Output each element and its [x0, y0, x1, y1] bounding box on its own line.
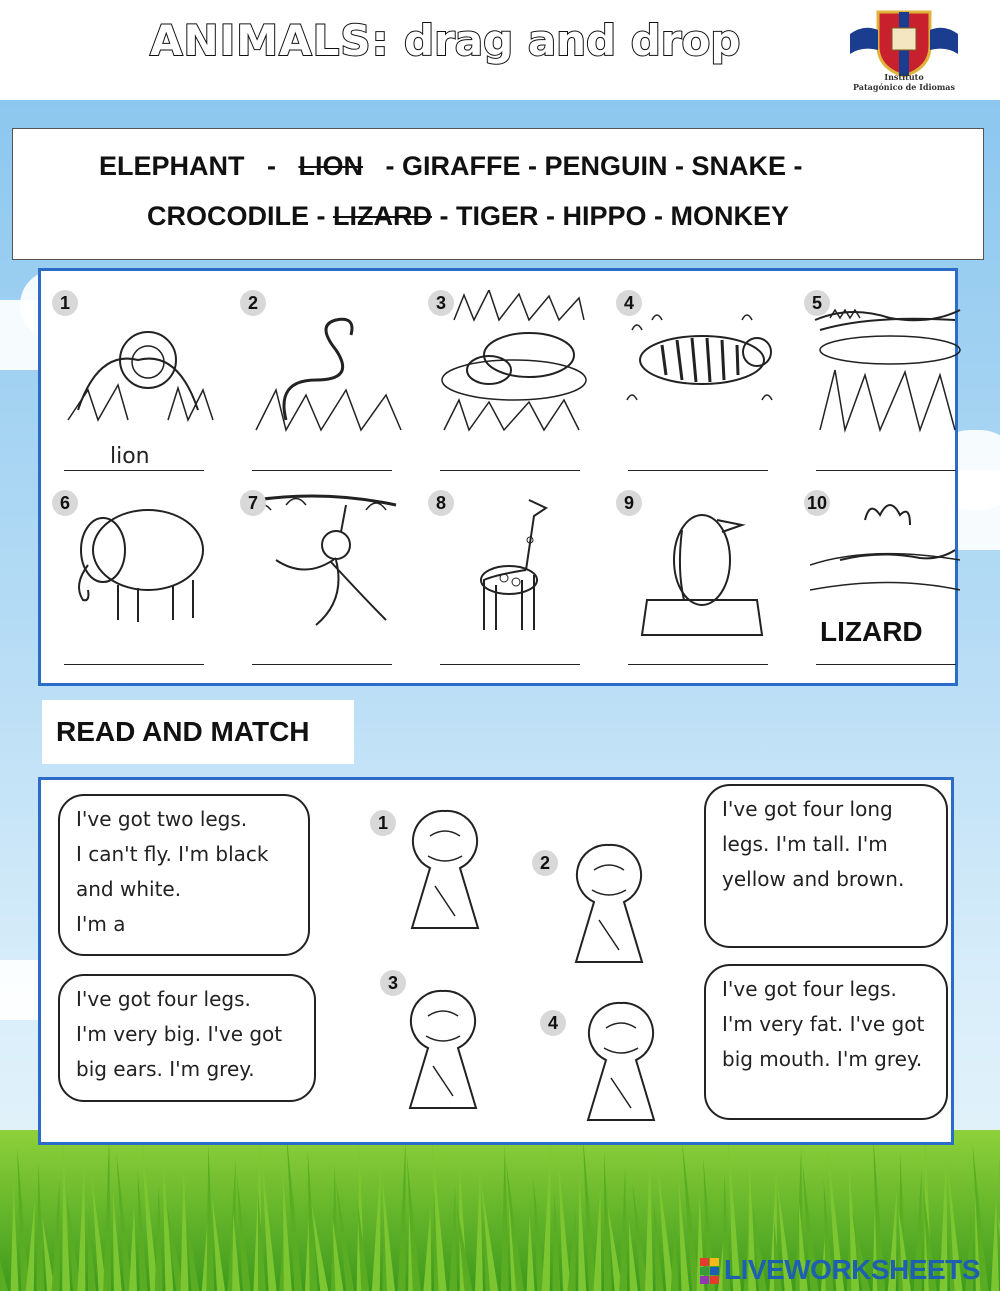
clue-bubble-penguin [58, 794, 310, 956]
picture-number: 6 [52, 490, 78, 516]
crocodile-icon [810, 290, 970, 440]
answer-drop-line-10[interactable] [816, 664, 956, 665]
picture-cell-3 [424, 284, 584, 464]
clue-bubble-hippo [704, 964, 948, 1120]
placed-answer-1[interactable]: lion [110, 444, 150, 469]
word-bank-text: - TIGER - HIPPO - MONKEY [431, 201, 789, 231]
word-bank-text: ELEPHANT - [99, 151, 299, 181]
hippo-icon [434, 290, 594, 440]
title-caps: ANIMALS: [150, 16, 390, 65]
liveworksheets-logo-icon [700, 1258, 720, 1284]
picture-number: 8 [428, 490, 454, 516]
monkey-icon [246, 490, 406, 640]
read-and-match-heading: READ AND MATCH [42, 700, 354, 764]
picture-cell-8 [424, 484, 584, 664]
elephant-icon [58, 490, 218, 640]
title-rest: drag and drop [389, 16, 741, 65]
clue-line: yellow and brown. [722, 867, 905, 891]
picture-number: 7 [240, 490, 266, 516]
clue-line: I've got two legs. [76, 807, 248, 831]
picture-number: 5 [804, 290, 830, 316]
snake-icon [246, 290, 406, 440]
picture-cell-7 [236, 484, 396, 664]
keyhole-number: 4 [540, 1010, 566, 1036]
answer-drop-line-3[interactable] [440, 470, 580, 471]
clue-line: big mouth. I'm grey. [722, 1047, 923, 1071]
keyhole-number: 2 [532, 850, 558, 876]
logo-line-2: Patagónico de Idiomas [853, 82, 955, 92]
word-bank-line-2 [147, 201, 789, 232]
keyhole-number: 1 [370, 810, 396, 836]
penguin-keyhole-icon[interactable] [400, 806, 490, 936]
logo-line-1: Instituto [884, 72, 924, 82]
answer-drop-line-8[interactable] [440, 664, 580, 665]
picture-cell-9 [612, 484, 772, 664]
picture-number: 9 [616, 490, 642, 516]
picture-number: 4 [616, 290, 642, 316]
page-title [150, 16, 740, 65]
picture-number: 1 [52, 290, 78, 316]
picture-number: 3 [428, 290, 454, 316]
clue-bubble-elephant [58, 974, 316, 1102]
answer-drop-line-2[interactable] [252, 470, 392, 471]
answer-drop-line-9[interactable] [628, 664, 768, 665]
picture-cell-4 [612, 284, 772, 464]
clue-line: I've got four legs. [722, 977, 897, 1001]
clue-line: and white. [76, 877, 182, 901]
giraffe-keyhole-icon[interactable] [576, 998, 666, 1128]
giraffe-icon [434, 490, 594, 640]
lion-icon [58, 290, 218, 440]
struck-word[interactable]: LIZARD [333, 201, 432, 231]
placed-answer-10[interactable]: LIZARD [820, 616, 923, 647]
clue-line: I'm a [76, 912, 126, 936]
picture-cell-5 [800, 284, 960, 464]
picture-cell-6 [48, 484, 208, 664]
struck-word[interactable]: LION [298, 151, 364, 181]
liveworksheets-brand[interactable]: LIVEWORKSHEETS [724, 1254, 980, 1285]
picture-number: 10 [804, 490, 830, 516]
hippo-keyhole-icon[interactable] [564, 840, 654, 970]
answer-drop-line-5[interactable] [816, 470, 956, 471]
answer-drop-line-4[interactable] [628, 470, 768, 471]
answer-drop-line-6[interactable] [64, 664, 204, 665]
penguin-keyhole-icon[interactable] [398, 986, 488, 1116]
clue-bubble-giraffe [704, 784, 948, 948]
logo-caption [848, 72, 960, 92]
answer-drop-line-1[interactable] [64, 470, 204, 471]
clue-line: legs. I'm tall. I'm [722, 832, 888, 856]
word-bank [12, 128, 984, 260]
picture-cell-2 [236, 284, 396, 464]
clue-line: I've got four legs. [76, 987, 251, 1011]
clue-line: big ears. I'm grey. [76, 1057, 255, 1081]
header [0, 0, 1000, 100]
penguin-icon [622, 490, 782, 640]
picture-number: 2 [240, 290, 266, 316]
word-bank-text: - GIRAFFE - PENGUIN - SNAKE - [363, 151, 803, 181]
answer-drop-line-7[interactable] [252, 664, 392, 665]
picture-cell-1 [48, 284, 208, 464]
clue-line: I'm very big. I've got [76, 1022, 283, 1046]
clue-line: I can't fly. I'm black [76, 842, 269, 866]
word-bank-text: CROCODILE - [147, 201, 333, 231]
clue-line: I've got four long [722, 797, 893, 821]
keyhole-number: 3 [380, 970, 406, 996]
tiger-icon [622, 290, 782, 440]
word-bank-line-1 [99, 151, 803, 182]
clue-line: I'm very fat. I've got [722, 1012, 925, 1036]
